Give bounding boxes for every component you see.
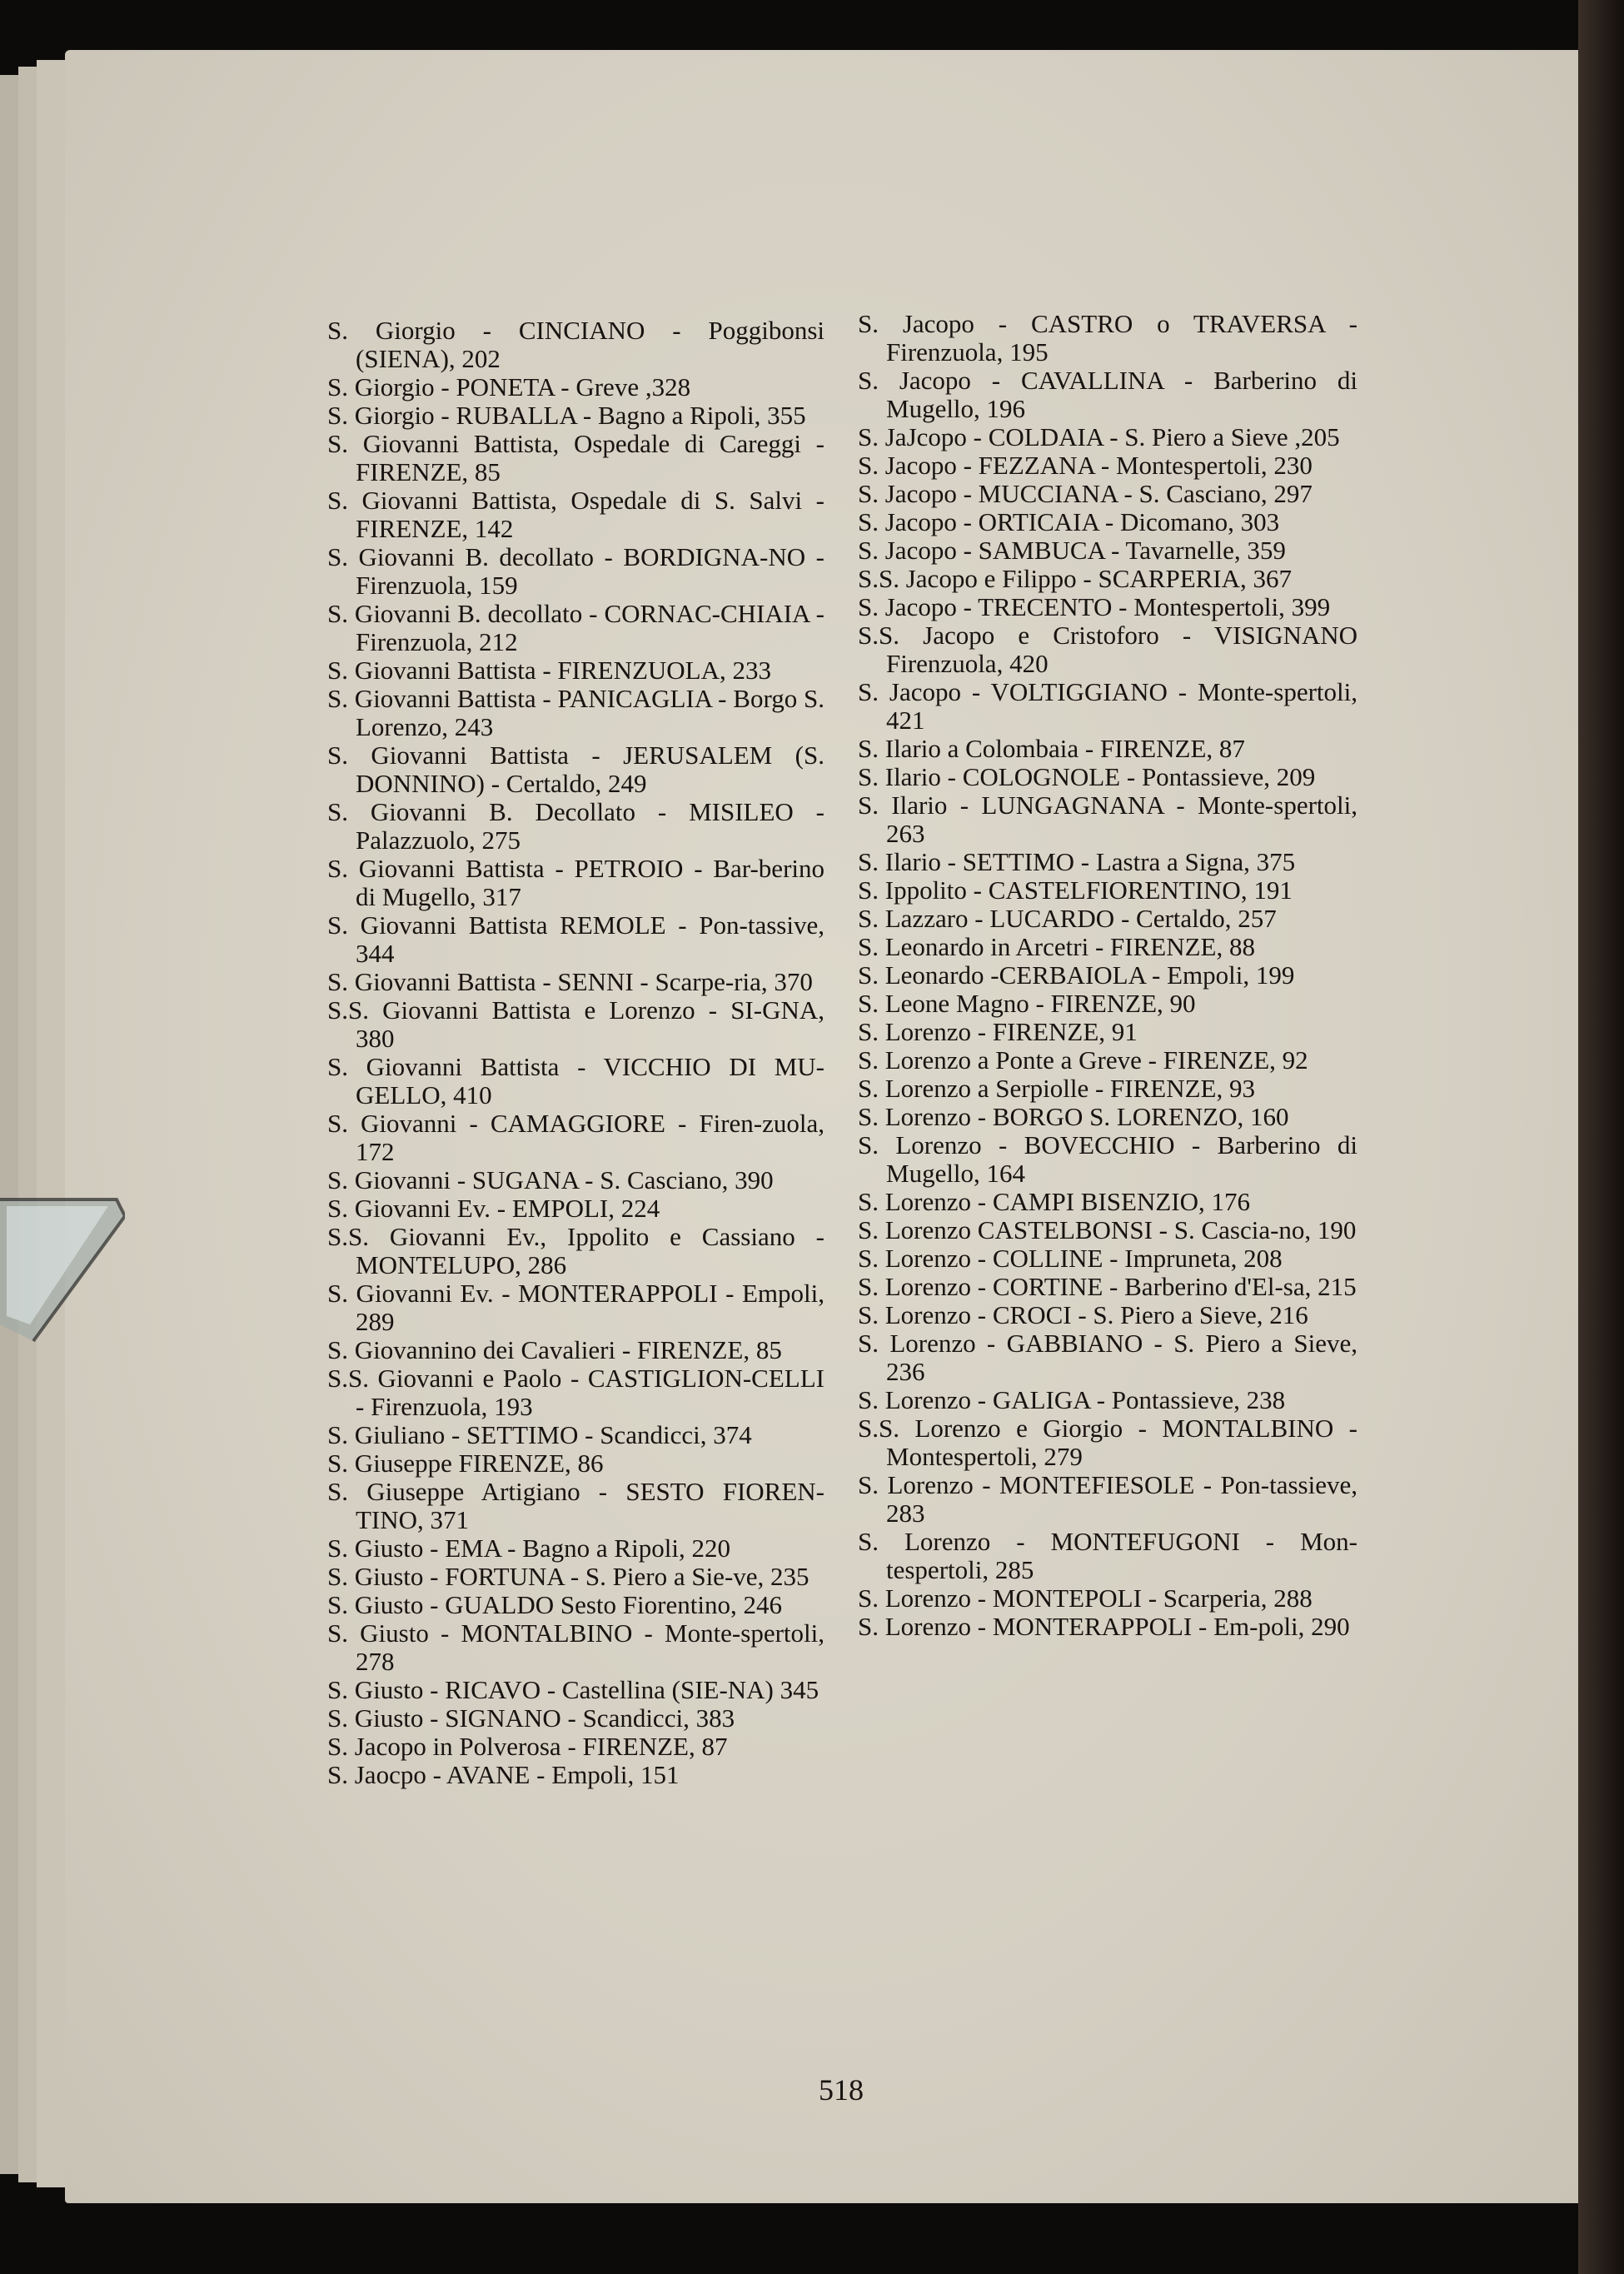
plastic-clip-icon — [0, 1183, 125, 1349]
index-entry: S. Jacopo - TRECENTO - Montespertoli, 399 — [858, 592, 1331, 621]
index-entry: S. Giovanni - CAMAGGIORE - Firen-zuola, 172 — [327, 1109, 824, 1166]
index-entry: S. Jacopo - ORTICAIA - Dicomano, 303 — [858, 507, 1280, 536]
index-entry: S. Giusto - EMA - Bagno a Ripoli, 220 — [327, 1533, 730, 1563]
index-entry: S. Lorenzo - MONTERAPPOLI - Em-poli, 290 — [858, 1612, 1350, 1641]
index-entry: S. Giovanni Battista - VICCHIO DI MU-GELLO, 410 — [327, 1052, 824, 1110]
index-entry: S. Lorenzo CASTELBONSI - S. Cascia-no, 190 — [858, 1215, 1357, 1244]
index-entry: S. Giovanni Battista - FIRENZUOLA, 233 — [327, 656, 771, 685]
index-entry: S. Lorenzo - FIRENZE, 91 — [858, 1017, 1138, 1046]
index-entry: S. Ilario - LUNGAGNANA - Monte-spertoli, 263 — [858, 790, 1357, 848]
index-entry: S. Ilario - SETTIMO - Lastra a Signa, 375 — [858, 847, 1296, 876]
index-entry: S. Leonardo in Arcetri - FIRENZE, 88 — [858, 932, 1255, 961]
index-entry: S. Lorenzo - CROCI - S. Piero a Sieve, 216 — [858, 1300, 1308, 1329]
index-entry: S. Lorenzo - MONTEFIESOLE - Pon-tassieve, 283 — [858, 1470, 1357, 1528]
index-column-right — [858, 310, 1357, 1641]
index-entry: S.S. Giovanni Ev., Ippolito e Cassiano - MONTELUPO, 286 — [327, 1222, 824, 1279]
index-entry: S. Jacopo - MUCCIANA - S. Casciano, 297 — [858, 479, 1313, 508]
index-entry: S. Leone Magno - FIRENZE, 90 — [858, 989, 1196, 1018]
index-entry: S. Lorenzo a Ponte a Greve - FIRENZE, 92 — [858, 1045, 1308, 1075]
index-entry: S. Giuliano - SETTIMO - Scandicci, 374 — [327, 1420, 752, 1449]
index-entry: S. Giovanni Battista - SENNI - Scarpe-ria, 370 — [327, 967, 813, 996]
index-entry: S. Giovanni Battista, Ospedale di Careggi - FIRENZE, 85 — [327, 429, 824, 486]
index-entry: S. Lorenzo - CAMPI BISENZIO, 176 — [858, 1187, 1250, 1216]
index-entry: S. Lorenzo - MONTEFUGONI - Mon-tespertoli, 285 — [858, 1527, 1357, 1584]
index-entry: S. Giovanni Battista REMOLE - Pon-tassive, 344 — [327, 910, 824, 968]
index-entry: S. Jacopo - VOLTIGGIANO - Monte-spertoli, 421 — [858, 677, 1357, 735]
index-entry: S. Ilario a Colombaia - FIRENZE, 87 — [858, 734, 1245, 763]
index-entry: S. Giorgio - RUBALLA - Bagno a Ripoli, 355 — [327, 401, 806, 430]
index-entry: S. Giusto - FORTUNA - S. Piero a Sie-ve, 235 — [327, 1562, 810, 1591]
page-number: 518 — [819, 2073, 864, 2107]
index-entry: S. Giusto - GUALDO Sesto Fiorentino, 246 — [327, 1590, 782, 1619]
index-entry: S. Ippolito - CASTELFIORENTINO, 191 — [858, 875, 1293, 905]
index-entry: S. Lorenzo a Serpiolle - FIRENZE, 93 — [858, 1074, 1255, 1103]
index-entry: S. Giorgio - PONETA - Greve ,328 — [327, 372, 691, 401]
index-entry: S. Leonardo -CERBAIOLA - Empoli, 199 — [858, 960, 1295, 990]
index-entry: S. Giorgio - CINCIANO - Poggibonsi (SIENA), 202 — [327, 316, 824, 373]
index-entry: S. Giovannino dei Cavalieri - FIRENZE, 85 — [327, 1335, 782, 1364]
index-entry: S. Giusto - RICAVO - Castellina (SIE-NA) 345 — [327, 1675, 819, 1704]
index-entry: S. JaJcopo - COLDAIA - S. Piero a Sieve ,205 — [858, 422, 1340, 451]
index-entry: S. Giovanni B. decollato - BORDIGNA-NO - Firenzuola, 159 — [327, 542, 824, 600]
index-entry: S. Ilario - COLOGNOLE - Pontassieve, 209 — [858, 762, 1316, 791]
index-entry: S. Giovanni Ev. - EMPOLI, 224 — [327, 1194, 660, 1223]
index-entry: S. Giusto - SIGNANO - Scandicci, 383 — [327, 1703, 735, 1733]
index-entry: S. Giovanni Ev. - MONTERAPPOLI - Empoli, 289 — [327, 1279, 824, 1336]
index-entry: S. Lorenzo - BORGO S. LORENZO, 160 — [858, 1102, 1289, 1131]
index-entry: S. Giovanni Battista - PANICAGLIA - Borgo S. Lorenzo, 243 — [327, 684, 824, 741]
index-entry: S. Giovanni Battista - JERUSALEM (S. DONNINO) - Certaldo, 249 — [327, 741, 824, 798]
index-entry: S. Jacopo - CASTRO o TRAVERSA - Firenzuola, 195 — [858, 309, 1357, 367]
index-entry: S. Giovanni B. decollato - CORNAC-CHIAIA - Firenzuola, 212 — [327, 599, 824, 656]
index-entry: S. Jacopo - SAMBUCA - Tavarnelle, 359 — [858, 536, 1286, 565]
index-entry: S. Jacopo - FEZZANA - Montespertoli, 230 — [858, 451, 1313, 480]
index-entry: S. Lorenzo - COLLINE - Impruneta, 208 — [858, 1244, 1283, 1273]
index-entry: S. Giusto - MONTALBINO - Monte-spertoli, 278 — [327, 1618, 824, 1676]
index-entry: S. Lorenzo - GALIGA - Pontassieve, 238 — [858, 1385, 1286, 1414]
index-entry: S. Jacopo - CAVALLINA - Barberino di Mugello, 196 — [858, 366, 1357, 423]
index-entry: S. Giovanni Battista - PETROIO - Bar-berino di Mugello, 317 — [327, 854, 824, 911]
index-entry: S. Giovanni - SUGANA - S. Casciano, 390 — [327, 1165, 774, 1194]
index-entry: S. Lorenzo - CORTINE - Barberino d'El-sa, 215 — [858, 1272, 1357, 1301]
index-entry: S. Giuseppe FIRENZE, 86 — [327, 1449, 604, 1478]
index-entry: S. Lorenzo - MONTEPOLI - Scarperia, 288 — [858, 1583, 1313, 1613]
book-binding — [1578, 0, 1624, 2274]
index-entry: S. Lorenzo - GABBIANO - S. Piero a Sieve, 236 — [858, 1329, 1357, 1386]
index-entry: S. Lazzaro - LUCARDO - Certaldo, 257 — [858, 904, 1277, 933]
index-entry: S. Jaocpo - AVANE - Empoli, 151 — [327, 1760, 680, 1789]
index-entry: S.S. Jacopo e Cristoforo - VISIGNANO Firenzuola, 420 — [858, 621, 1357, 678]
index-column-left — [327, 317, 824, 1789]
index-entry: S.S. Giovanni e Paolo - CASTIGLION-CELLI - Firenzuola, 193 — [327, 1364, 824, 1421]
index-entry: S. Giovanni Battista, Ospedale di S. Salvi - FIRENZE, 142 — [327, 486, 824, 543]
index-entry: S. Lorenzo - BOVECCHIO - Barberino di Mugello, 164 — [858, 1130, 1357, 1188]
index-entry: S. Giovanni B. Decollato - MISILEO - Palazzuolo, 275 — [327, 797, 824, 855]
index-entry: S.S. Jacopo e Filippo - SCARPERIA, 367 — [858, 564, 1293, 593]
index-entry: S.S. Giovanni Battista e Lorenzo - SI-GNA, 380 — [327, 995, 824, 1053]
index-entry: S. Jacopo in Polverosa - FIRENZE, 87 — [327, 1732, 728, 1761]
index-entry: S.S. Lorenzo e Giorgio - MONTALBINO - Montespertoli, 279 — [858, 1414, 1357, 1471]
index-entry: S. Giuseppe Artigiano - SESTO FIOREN-TINO, 371 — [327, 1477, 824, 1534]
